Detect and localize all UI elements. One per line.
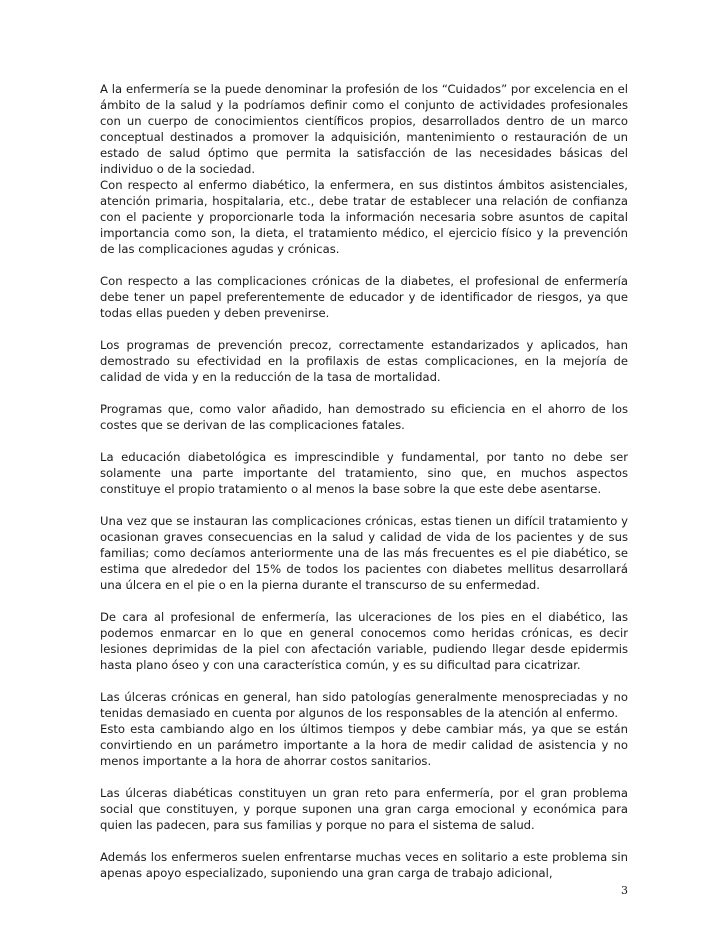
paragraph-ulceras-cronicas: Las úlceras crónicas en general, han sido patologías generalmente menospreciadas y no tenidas demasiado en cuenta por algunos de los responsables de la atención al enfermo. bbox=[100, 690, 628, 720]
paragraph-pie-diabetico: Una vez que se instauran las complicaciones crónicas, estas tienen un difícil tratamiento y ocasionan graves consecuencias en la salud y calidad de vida de los pacientes y de sus familias; como decíamos anteriormente una de las más frecuentes es el pie diabético, se estima que alrededor del 15% de todos los pacientes con diabetes mellitus desarrollará una úlcera en el pie o en la pierna durante el transcurso de su enfermedad. bbox=[100, 514, 628, 592]
paragraph-enfermo-diabetico: Con respecto al enfermo diabético, la enfermera, en sus distintos ámbitos asistenciales, atención primaria, hospitalaria, etc., debe tratar de establecer una relación de confianza con el paciente y proporcionarle toda la información necesaria sobre asuntos de capital importancia como son, la dieta, el tratamiento médico, el ejercicio físico y la prevención de las complicaciones agudas y crónicas. bbox=[100, 178, 628, 256]
paragraph-educacion-diabetologica: La educación diabetológica es imprescindible y fundamental, por tanto no debe ser solamente una parte importante del tratamiento, sino que, en muchos aspectos constituye el propio tratamiento o al menos la base sobre la que este debe asentarse. bbox=[100, 450, 628, 496]
document-body bbox=[100, 81, 628, 881]
paragraph-valor-anadido: Programas que, como valor añadido, han demostrado su eficiencia en el ahorro de los costes que se derivan de las complicaciones fatales. bbox=[100, 402, 628, 432]
paragraph-enfermeros-solitario: Además los enfermeros suelen enfrentarse muchas veces en solitario a este problema sin apenas apoyo especializado, suponiendo una gran carga de trabajo adicional, bbox=[100, 850, 628, 880]
paragraph-definicion-enfermeria: A la enfermería se la puede denominar la profesión de los “Cuidados” por excelencia en el ámbito de la salud y la podríamos definir como el conjunto de actividades profesionales con un cuerpo de conocimientos científicos propios, desarrollados dentro de un marco conceptual destinados a promover la adquisición, mantenimiento o restauración de un estado de salud óptimo que permita la satisfacción de las necesidades básicas del individuo o de la sociedad. bbox=[100, 82, 628, 176]
paragraph-ulceraciones-pies: De cara al profesional de enfermería, las ulceraciones de los pies en el diabético, las podemos enmarcar en lo que en general conocemos como heridas crónicas, es decir lesiones deprimidas de la piel con afectación variable, pudiendo llegar desde epidermis hasta plano óseo y con una característica común, y es su dificultad para cicatrizar. bbox=[100, 610, 628, 672]
paragraph-reto-enfermeria: Las úlceras diabéticas constituyen un gran reto para enfermería, por el gran problema social que constituyen, y porque suponen una gran carga emocional y económica para quien las padecen, para sus familias y porque no para el sistema de salud. bbox=[100, 786, 628, 832]
page-number: 3 bbox=[621, 884, 628, 897]
paragraph-complicaciones-cronicas: Con respecto a las complicaciones crónicas de la diabetes, el profesional de enfermería debe tener un papel preferentemente de educador y de identificador de riesgos, ya que todas ellas pueden y deben prevenirse. bbox=[100, 274, 628, 320]
paragraph-cambio-reciente: Esto esta cambiando algo en los últimos tiempos y debe cambiar más, ya que se están convirtiendo en un parámetro importante a la hora de medir calidad de asistencia y no menos importante a la hora de ahorrar costos sanitarios. bbox=[100, 722, 628, 768]
paragraph-programas-prevencion: Los programas de prevención precoz, correctamente estandarizados y aplicados, han demostrado su efectividad en la profilaxis de estas complicaciones, en la mejoría de calidad de vida y en la reducción de la tasa de mortalidad. bbox=[100, 338, 628, 384]
